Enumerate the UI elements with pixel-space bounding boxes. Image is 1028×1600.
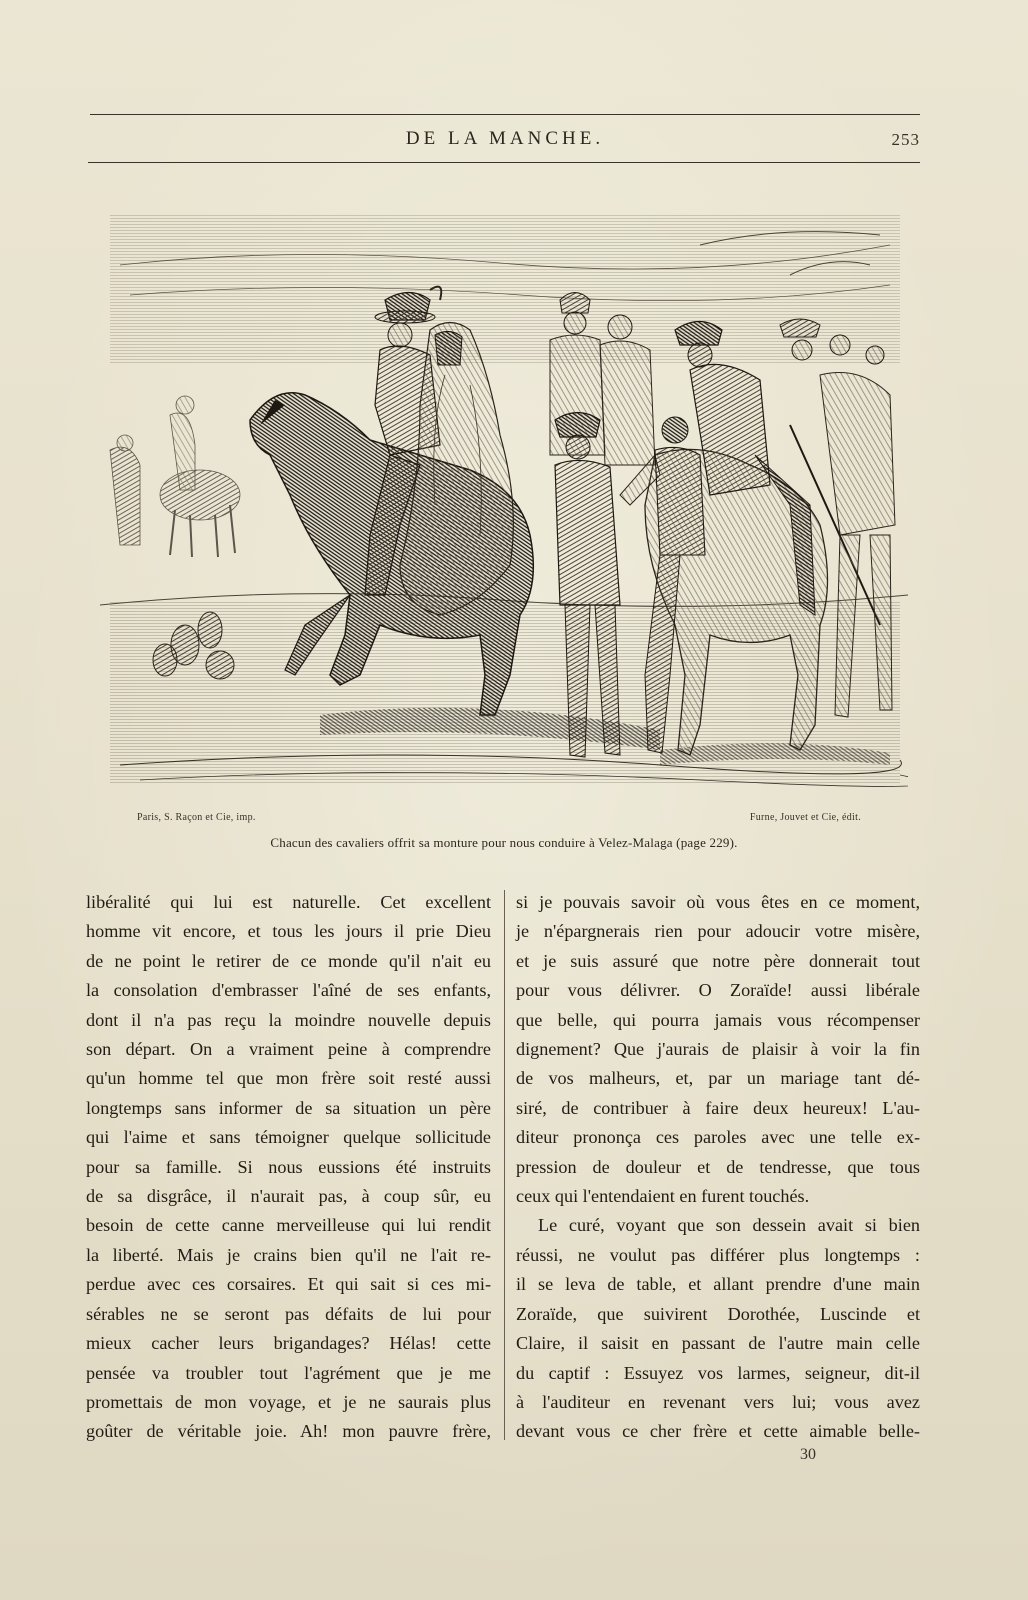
running-head: [90, 128, 920, 156]
text-line: homme vit encore, et tous les jours il prie Dieu: [86, 921, 491, 942]
text-line: et je suis assuré que notre père donnerait tout: [516, 950, 920, 971]
publisher-credit: Furne, Jouvet et Cie, édit.: [749, 812, 861, 823]
right-text-column: [516, 888, 920, 1447]
text-line: à l'auditeur en revenant vers lui; vous avez: [516, 1391, 920, 1412]
text-line: de ne point le retirer de ce monde qu'il n'ait eu: [86, 950, 491, 971]
left-text-column: [86, 888, 491, 1447]
text-line: pensée va troubler tout l'agrément que je me: [86, 1362, 491, 1383]
text-line: dignement? Que j'aurais de plaisir à voir la fin: [516, 1039, 920, 1060]
engraving-svg: [100, 205, 908, 805]
text-line: Zoraïde, que suivirent Dorothée, Luscinde et: [516, 1303, 920, 1324]
text-line: qu'un homme tel que mon frère soit resté aussi: [86, 1068, 491, 1089]
header-rule-top: [90, 114, 920, 115]
text-line: si je pouvais savoir où vous êtes en ce moment,: [516, 892, 920, 912]
text-line: longtemps sans informer de sa situation un père: [86, 1097, 491, 1118]
illustration-caption: Chacun des cavaliers offrit sa monture pour nous conduire à Velez-Malaga (page 229).: [270, 835, 738, 850]
text-line: du captif : Essuyez vos larmes, seigneur, dit-il: [516, 1362, 920, 1383]
text-line: dont il n'a pas reçu la moindre nouvelle depuis: [86, 1009, 491, 1030]
text-line: ceux qui l'entendaient en furent touchés.: [516, 1186, 810, 1207]
running-title: DE LA MANCHE.: [405, 128, 605, 149]
text-line: sérables ne se seront pas défaits de lui pour: [86, 1303, 491, 1324]
printer-credit: Paris, S. Raçon et Cie, imp.: [137, 812, 256, 823]
right-paragraph-2: [516, 1211, 920, 1446]
text-line: pression de douleur et de tendresse, que tous: [516, 1156, 920, 1177]
text-line: perdue avec ces corsaires. Et qui sait si ces mi-: [86, 1274, 491, 1295]
text-line: libéralité qui lui est naturelle. Cet excellent: [86, 892, 491, 912]
left-paragraph: [86, 888, 491, 1447]
engraving-illustration: [100, 205, 908, 805]
text-line: il se leva de table, et allant prendre d'une main: [516, 1274, 920, 1295]
text-line: Claire, il saisit en passant de l'autre main celle: [516, 1333, 920, 1354]
text-line: promettais de mon voyage, et je ne saurais plus: [86, 1391, 491, 1412]
text-line: devant vous ce cher frère et cette aimable belle-: [516, 1421, 920, 1442]
text-line: goûter de véritable joie. Ah! mon pauvre frère,: [86, 1421, 491, 1442]
distant-riders: [110, 396, 240, 557]
column-divider: [504, 890, 505, 1440]
text-line: de sa disgrâce, il n'aurait pas, à coup sûr, eu: [86, 1186, 491, 1207]
text-line: Le curé, voyant que son dessein avait si bien: [538, 1215, 920, 1236]
text-line: mieux cacher leurs brigandages? Hélas! cette: [86, 1333, 491, 1354]
text-line: siré, de contribuer à faire deux heureux! L'au-: [516, 1097, 920, 1118]
text-line: diteur prononça ces paroles avec une telle ex-: [516, 1127, 920, 1148]
text-line: besoin de cette canne merveilleuse qui lui rendit: [86, 1215, 491, 1236]
text-line: la liberté. Mais je crains bien qu'il ne l'ait re-: [86, 1244, 491, 1265]
text-line: pour sa famille. Si nous eussions été instruits: [86, 1156, 491, 1177]
right-paragraph-1: [516, 888, 920, 1211]
text-line: qui l'aime et sans témoigner quelque sollicitude: [86, 1127, 491, 1148]
signature-mark: 30: [800, 1446, 816, 1463]
text-line: réussi, ne voulut pas différer plus longtemps :: [516, 1244, 920, 1265]
text-line: je n'épargnerais rien pour adoucir votre misère,: [516, 921, 920, 942]
text-line: que belle, qui pourra jamais vous récompenser: [516, 1009, 920, 1030]
page-number: 253: [891, 130, 920, 149]
text-line: pour vous délivrer. O Zoraïde! aussi libérale: [516, 980, 920, 1001]
text-line: la consolation d'embrasser l'aîné de ses enfants,: [86, 980, 491, 1001]
text-line: son départ. On a vraiment peine à comprendre: [86, 1039, 491, 1060]
header-rule-bottom: [88, 162, 920, 163]
text-line: de vos malheurs, et, par un mariage tant dé-: [516, 1068, 920, 1089]
